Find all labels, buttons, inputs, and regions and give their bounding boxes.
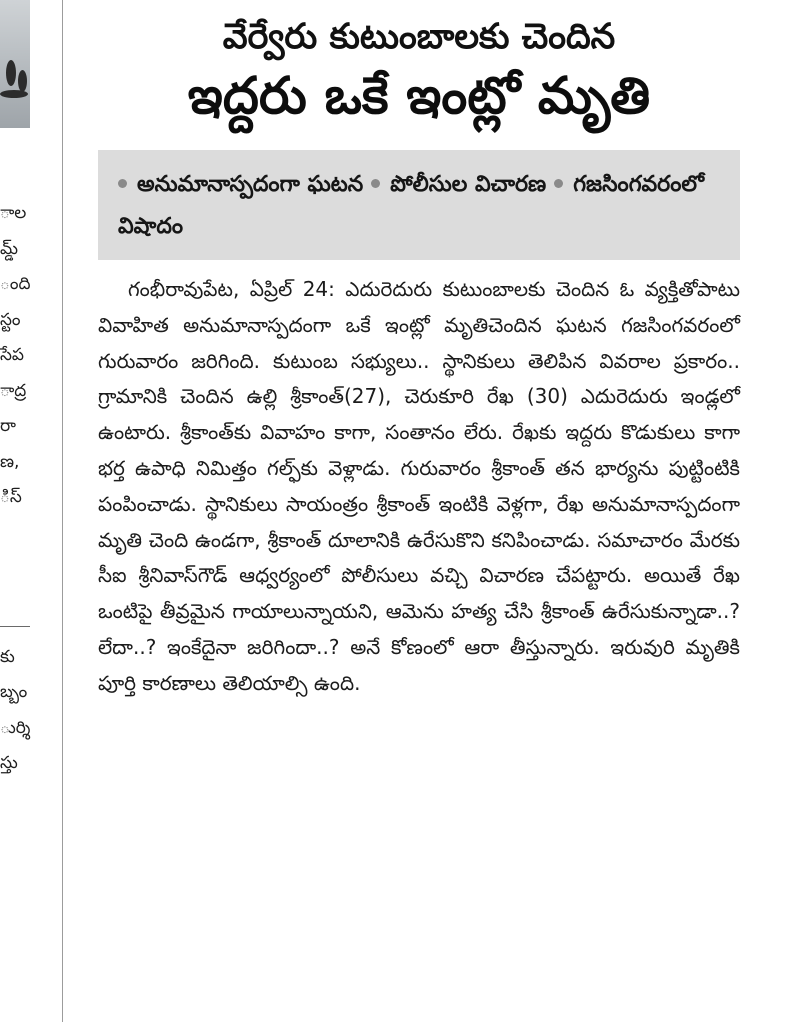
adjacent-text-line: కు: [0, 646, 15, 667]
adjacent-text-line: సేప: [0, 345, 25, 365]
bullet-icon: [371, 179, 380, 188]
column-divider: [62, 0, 63, 1022]
adjacent-text-line: మ్డ్: [0, 238, 18, 259]
highlight-item: అనుమానాస్పదంగా ఘటన: [137, 172, 364, 197]
article-highlights: [98, 150, 740, 260]
photo-figure: [6, 60, 16, 86]
adjacent-text-line: ంది: [0, 274, 31, 294]
adjacent-text-line: ాల: [0, 203, 27, 223]
adjacent-text-line: బ్బం: [0, 682, 28, 702]
adjacent-divider: [0, 626, 30, 627]
adjacent-photo: [0, 0, 30, 128]
adjacent-text-line: ుర్శి: [0, 717, 31, 738]
article-body: గంభీరావుపేట, ఏప్రిల్ 24: ఎదురెదురు కుటుంబాలకు చెందిన ఓ వ్యక్తితోపాటు వివాహిత అనుమానాస్పదంగా ఒకే ఇంట్లో మృతిచెందిన ఘటన గజసింగవరంలో గురువారం జరిగింది. కుటుంబ సభ్యులు.. స్థానికులు తెలిపిన వివరాల ప్రకారం.. గ్రామానికి చెందిన ఉల్లి శ్రీకాంత్(27), చెరుకూరి రేఖ (30) ఎదురెదురు ఇండ్లలో ఉంటారు. శ్రీకాంత్‌కు వివాహం కాగా, సంతానం లేరు. రేఖకు ఇద్దరు కొడుకులు కాగా భర్త ఉపాధి నిమిత్తం గల్ఫ్‌కు వెళ్లాడు. గురువారం శ్రీకాంత్ తన భార్యను పుట్టింటికి పంపించాడు. స్థానికులు సాయంత్రం శ్రీకాంత్ ఇంటికి వెళ్లగా, రేఖ అనుమానాస్పదంగా మృతి చెంది ఉండగా, శ్రీకాంత్ దూలానికి ఉరేసుకొని కనిపించాడు. సమాచారం మేరకు సీఐ శ్రీనివాస్‌గౌడ్ ఆధ్వర్యంలో పోలీసులు వచ్చి విచారణ చేపట్టారు. అయితే రేఖ ఒంటిపై తీవ్రమైన గాయాలున్నాయని, ఆమెను హత్య చేసి శ్రీకాంత్ ఉరేసుకున్నాడా..? లేదా..? ఇంకేదైనా జరిగిందా..? అనే కోణంలో ఆరా తీస్తున్నారు. ఇరువురి మృతికి పూర్తి కారణాలు తెలియాల్సి ఉంది.: [98, 277, 740, 695]
photo-shadow: [0, 90, 28, 98]
adjacent-text-line: ణ,: [0, 451, 20, 472]
adjacent-text-line: స్తు: [0, 753, 18, 773]
adjacent-text-line: స్టం: [0, 309, 21, 330]
article-headline: ఇద్దరు ఒకే ఇంట్లో మృతి: [187, 67, 651, 126]
bullet-icon: [118, 179, 127, 188]
article-kicker: వేర్వేరు కుటుంబాలకు చెందిన: [222, 17, 616, 57]
adjacent-column: [0, 0, 52, 1022]
bullet-icon: [554, 179, 563, 188]
highlight-item: పోలీసుల విచారణ: [390, 172, 547, 197]
adjacent-text: [0, 196, 46, 782]
adjacent-text-line: ాద్ర: [0, 380, 27, 401]
highlight-item: గజసింగవరంలో విషాదం: [118, 172, 704, 239]
news-article: [98, 0, 740, 702]
adjacent-text-line: రా: [0, 416, 16, 436]
photo-figure: [18, 70, 27, 92]
adjacent-text-line: ిస్: [0, 487, 22, 507]
